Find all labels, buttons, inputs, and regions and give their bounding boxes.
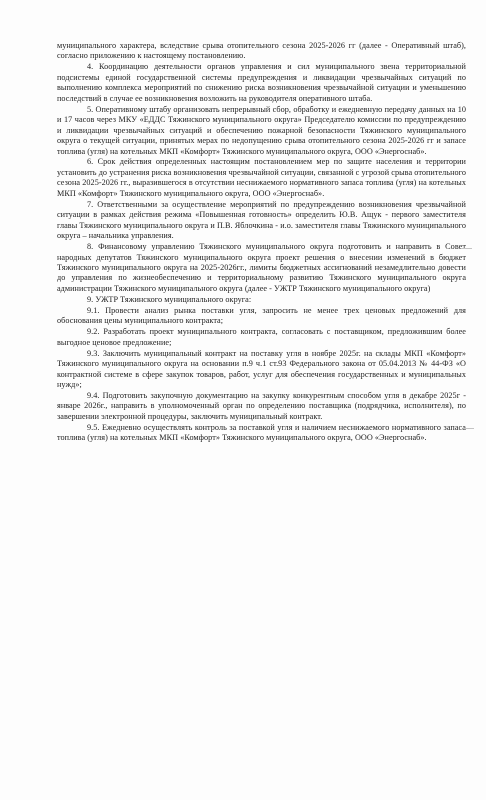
paragraph-item-9: 9. УЖТР Тяжинского муниципального округа:	[87, 294, 252, 304]
paragraph-item-9-1: 9.1. Провести анализ рынка поставки угля, запросить не менее трех ценовых предложений для обоснования цены муниципального контракта;	[57, 305, 466, 326]
paragraph-item-9-4: 9.4. Подготовить закупочную документацию на закупку конкурентным способом угля в декабре 2025г - январе 2026г., направить в уполномоченный орган по определению поставщика (подрядчика, исполнителя), по завершении электронной процедуры, заключить муниципальный контракт.	[57, 390, 466, 421]
paragraph-continuation: муниципального характера, вследствие срыва отопительного сезона 2025-2026 гг (далее - Оперативный штаб), согласно приложению к настоящему постановлению.	[57, 41, 466, 61]
paragraph-item-9-3: 9.3. Заключить муниципальный контракт на поставку угля в ноябре 2025г. на склады МКП «Комфорт» Тяжинского муниципального округа на основании п.9 ч.1 ст.93 Федерального закона от 05.04.2013 № 44-ФЗ «О контрактной системе в сфере закупок товаров, работ, услуг для обеспечения государственных и муниципальных нужд»;	[57, 348, 466, 389]
margin-scan-mark	[464, 428, 474, 429]
paragraph-item-5: 5. Оперативному штабу организовать непрерывный сбор, обработку и ежедневную передачу данных на 10 и 17 часов через МКУ «ЕДДС Тяжинского муниципального округа» Председателю комиссии по предупреждению и ликвидации чрезвычайных ситуаций и обеспечению пожарной безопасности Тяжинского муниципального округа о текущей ситуации, принятых мерах по недопущению срыва отопительного сезона 2025-2026 гг и запасе топлива (угля) на котельных МКП «Комфорт» Тяжинского муниципального округа, ООО «Энергоснаб».	[57, 104, 466, 156]
paragraph-item-6: 6. Срок действия определенных настоящим постановлением мер по защите населения и территории установить до устранения риска возникновения чрезвычайной ситуации, связанной с угрозой срыва отопительного сезона 2025-2026 гг., выразившегося в отсутствии неснижаемого нормативного запаса топлива (угля) на котельных МКП «Комфорт» Тяжинского муниципального округа, ООО «Энергоснаб».	[57, 157, 466, 198]
document-body	[57, 41, 466, 444]
paragraph-item-7: 7. Ответственными за осуществление мероприятий по предупреждению возникновения чрезвычайной ситуации в рамках действия режима «Повышенная готовность» определить Ю.В. Ащук - первого заместителя главы Тяжинского муниципального округа и П.В. Яблочкина - и.о. заместителя главы Тяжинского муниципального округа – начальника управления.	[57, 199, 466, 241]
paragraph-item-9-2: 9.2. Разработать проект муниципального контракта, согласовать с поставщиком, предложившим более выгодное ценовое предложение;	[57, 327, 466, 347]
margin-scan-mark	[462, 248, 472, 249]
paragraph-item-9-5: 9.5. Ежедневно осуществлять контроль за поставкой угля и наличием неснижаемого нормативного запаса топлива (угля) на котельных МКП «Комфорт» Тяжинского муниципального округа, ООО «Энергоснаб».	[57, 422, 466, 443]
paragraph-item-8: 8. Финансовому управлению Тяжинского муниципального округа подготовить и направить в Совет народных депутатов Тяжинского муниципального округа проект решения о внесении изменений в бюджет Тяжинского муниципального округа на 2025-2026гг., лимиты бюджетных ассигнований незамедлительно довести до управления по жизнеобеспечению и территориальному развитию Тяжинского муниципального округа администрации Тяжинского муниципального округа (далее - УЖТР Тяжинского муниципального округа)	[57, 242, 466, 293]
paragraph-item-4: 4. Координацию деятельности органов управления и сил муниципального звена территориальной подсистемы единой государственной системы предупреждения и ликвидации чрезвычайных ситуаций по выполнению комплекса мероприятий по снижению риска возникновения чрезвычайной ситуации и уменьшению последствий в случае ее возникновения возложить на руководителя оперативного штаба.	[57, 62, 466, 103]
